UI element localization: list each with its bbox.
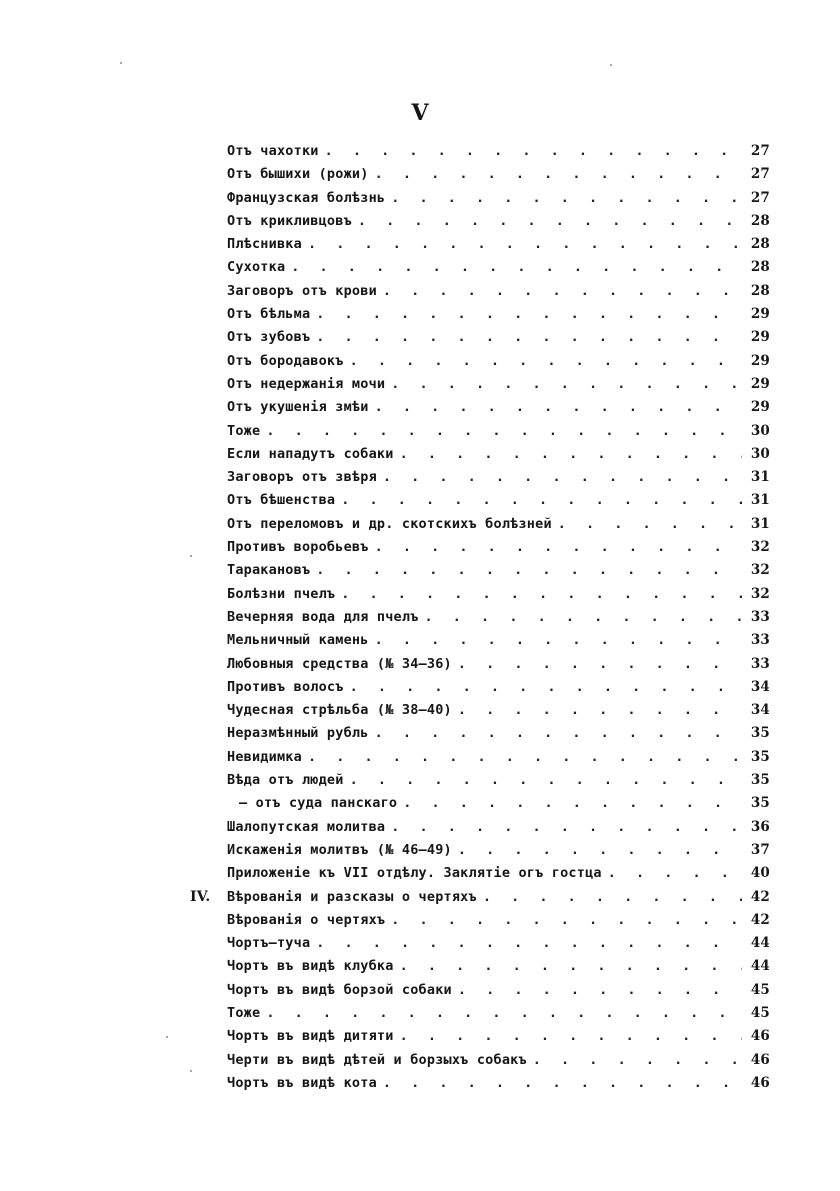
- entry-title: Заговоръ отъ крови: [227, 282, 377, 299]
- toc-entry: [190, 749, 770, 772]
- dot-leader: [383, 1075, 742, 1091]
- entry-title: Сухотка: [227, 259, 286, 276]
- toc-entry: [190, 725, 770, 748]
- entry-title: Мельничный камень: [227, 632, 369, 649]
- dot-leader: [341, 492, 742, 508]
- entry-page: 44: [750, 935, 770, 952]
- toc-entry: [190, 772, 770, 795]
- entry-page: 45: [750, 981, 770, 998]
- toc-entry: [190, 679, 770, 702]
- entry-page: 31: [750, 492, 770, 509]
- toc-entry: [190, 1005, 770, 1028]
- toc-entry: [190, 865, 770, 888]
- table-of-contents: [190, 143, 770, 1098]
- dot-leader: [425, 609, 742, 625]
- toc-entry: [190, 609, 770, 632]
- dot-leader: [375, 399, 742, 415]
- entry-page: 42: [750, 911, 770, 928]
- entry-title: Отъ бѣшенства: [227, 492, 336, 509]
- toc-entry: [190, 586, 770, 609]
- entry-page: 34: [750, 678, 770, 695]
- dot-leader: [308, 749, 742, 765]
- entry-page: 30: [750, 422, 770, 439]
- toc-entry: [190, 842, 770, 865]
- entry-title: Чортъ—туча: [227, 935, 311, 952]
- entry-title: Тоже: [227, 422, 261, 439]
- dot-leader: [383, 469, 742, 485]
- toc-entry: [190, 935, 770, 958]
- entry-page: 29: [750, 306, 770, 323]
- dot-leader: [350, 679, 742, 695]
- dot-leader: [458, 656, 742, 672]
- entry-title: Заговоръ отъ звѣря: [227, 469, 377, 486]
- entry-title: Невидимка: [227, 748, 302, 765]
- dot-leader: [350, 772, 742, 788]
- entry-title: Черти въ видѣ дѣтей и борзыхъ собакъ: [227, 1051, 527, 1068]
- dot-leader: [403, 795, 742, 811]
- dot-leader: [608, 865, 742, 881]
- entry-title: Вѣрованія и разсказы о чертяхъ: [227, 888, 477, 905]
- entry-page: 35: [750, 795, 770, 812]
- entry-title: Противъ волосъ: [227, 678, 344, 695]
- entry-page: 36: [750, 818, 770, 835]
- toc-entry: [190, 1052, 770, 1075]
- dot-leader: [458, 982, 742, 998]
- dot-leader: [266, 423, 742, 439]
- entry-page: 31: [750, 515, 770, 532]
- toc-entry: [190, 306, 770, 329]
- entry-title: Приложеніе къ VII отдѣлу. Заклятіе огъ гостца: [227, 865, 602, 882]
- toc-entry: [190, 656, 770, 679]
- entry-title: Отъ зубовъ: [227, 329, 311, 346]
- toc-entry: [190, 562, 770, 585]
- entry-page: 28: [750, 212, 770, 229]
- entry-title: Отъ укушенія змѣи: [227, 399, 369, 416]
- entry-title: — отъ суда панскаго: [239, 795, 398, 812]
- toc-entry: [190, 399, 770, 422]
- entry-page: 42: [750, 888, 770, 905]
- toc-entry: [190, 702, 770, 725]
- entry-title: Плѣснивка: [227, 236, 302, 253]
- dot-leader: [375, 725, 742, 741]
- dot-leader: [308, 236, 742, 252]
- toc-entry: [190, 259, 770, 282]
- entry-title: Чортъ въ видѣ клубка: [227, 958, 394, 975]
- entry-page: 33: [750, 608, 770, 625]
- entry-page: 44: [750, 958, 770, 975]
- toc-entry: [190, 819, 770, 842]
- dot-leader: [458, 702, 742, 718]
- entry-title: Чортъ въ видѣ борзой собаки: [227, 981, 452, 998]
- entry-title: Тоже: [227, 1004, 261, 1021]
- entry-title: Противъ воробьевъ: [227, 539, 369, 556]
- entry-page: 32: [750, 585, 770, 602]
- entry-page: 32: [750, 562, 770, 579]
- dot-leader: [458, 842, 742, 858]
- entry-page: 30: [750, 445, 770, 462]
- entry-page: 33: [750, 632, 770, 649]
- entry-title: Чортъ въ видѣ кота: [227, 1074, 377, 1091]
- entry-page: 46: [750, 1074, 770, 1091]
- dot-leader: [316, 935, 742, 951]
- entry-page: 46: [750, 1051, 770, 1068]
- page-number: V: [411, 100, 429, 126]
- toc-entry: [190, 889, 770, 912]
- entry-title: Вѣда отъ людей: [227, 772, 344, 789]
- toc-entry: [190, 143, 770, 166]
- entry-title: Чудесная стрѣльба (№ 38—40): [227, 702, 452, 719]
- dot-leader: [341, 586, 742, 602]
- entry-page: 29: [750, 352, 770, 369]
- entry-title: Отъ бородавокъ: [227, 352, 344, 369]
- entry-page: 29: [750, 399, 770, 416]
- section-number: IV.: [190, 888, 211, 905]
- toc-entry: [190, 982, 770, 1005]
- entry-title: Отъ бѣльма: [227, 306, 311, 323]
- dot-leader: [558, 516, 742, 532]
- dot-leader: [391, 819, 742, 835]
- entry-title: Шалопутская молитва: [227, 818, 386, 835]
- toc-entry: [190, 376, 770, 399]
- dot-leader: [316, 329, 742, 345]
- toc-entry: [190, 539, 770, 562]
- entry-page: 28: [750, 259, 770, 276]
- toc-entry: [190, 166, 770, 189]
- dot-leader: [358, 213, 742, 229]
- entry-page: 28: [750, 236, 770, 253]
- entry-page: 45: [750, 1004, 770, 1021]
- entry-title: Чортъ въ видѣ дитяти: [227, 1028, 394, 1045]
- toc-entry: [190, 329, 770, 352]
- dot-leader: [400, 1028, 742, 1044]
- entry-title: Если нападутъ собаки: [227, 445, 394, 462]
- entry-page: 27: [750, 189, 770, 206]
- dot-leader: [325, 143, 742, 159]
- entry-page: 33: [750, 655, 770, 672]
- toc-entry: [190, 236, 770, 259]
- toc-entry: [190, 283, 770, 306]
- entry-title: Неразмѣнный рубль: [227, 725, 369, 742]
- entry-title: Французская болѣзнь: [227, 189, 386, 206]
- toc-entry: [190, 213, 770, 236]
- entry-page: 27: [750, 166, 770, 183]
- entry-page: 27: [750, 143, 770, 159]
- dot-leader: [400, 958, 742, 974]
- entry-page: 40: [750, 865, 770, 882]
- entry-page: 31: [750, 469, 770, 486]
- toc-entry: [190, 190, 770, 213]
- entry-page: 37: [750, 841, 770, 858]
- dot-leader: [375, 166, 742, 182]
- entry-title: Отъ переломовъ и др. скотскихъ болѣзней: [227, 515, 552, 532]
- entry-page: 29: [750, 375, 770, 392]
- toc-entry: [190, 795, 770, 818]
- toc-entry: [190, 353, 770, 376]
- entry-title: Вечерняя вода для пчелъ: [227, 608, 419, 625]
- entry-title: Отъ крикливцовъ: [227, 212, 352, 229]
- entry-title: Отъ недержанія мочи: [227, 375, 386, 392]
- toc-entry: [190, 1075, 770, 1098]
- entry-page: 28: [750, 282, 770, 299]
- toc-entry: [190, 912, 770, 935]
- entry-page: 29: [750, 329, 770, 346]
- dot-leader: [316, 306, 742, 322]
- dot-leader: [483, 889, 742, 905]
- entry-page: 35: [750, 725, 770, 742]
- entry-title: Любовныя средства (№ 34—36): [227, 655, 452, 672]
- dot-leader: [391, 190, 742, 206]
- entry-page: 34: [750, 702, 770, 719]
- dot-leader: [350, 353, 742, 369]
- entry-title: Таракановъ: [227, 562, 311, 579]
- toc-entry: [190, 469, 770, 492]
- dot-leader: [266, 1005, 742, 1021]
- toc-entry: [190, 492, 770, 515]
- toc-entry: [190, 1028, 770, 1051]
- dot-leader: [391, 376, 742, 392]
- toc-entry: [190, 958, 770, 981]
- entry-title: Болѣзни пчелъ: [227, 585, 336, 602]
- entry-page: 35: [750, 748, 770, 765]
- toc-entry: [190, 446, 770, 469]
- entry-page: 32: [750, 539, 770, 556]
- dot-leader: [400, 446, 742, 462]
- entry-title: Искаженія молитвъ (№ 46—49): [227, 841, 452, 858]
- entry-page: 46: [750, 1028, 770, 1045]
- dot-leader: [316, 562, 742, 578]
- entry-page: 35: [750, 772, 770, 789]
- dot-leader: [391, 912, 742, 928]
- entry-title: Отъ бышихи (рожи): [227, 166, 369, 183]
- dot-leader: [291, 259, 742, 275]
- toc-entry: [190, 423, 770, 446]
- toc-entry: [190, 632, 770, 655]
- toc-entry: [190, 516, 770, 539]
- dot-leader: [383, 283, 742, 299]
- dot-leader: [375, 539, 742, 555]
- dot-leader: [375, 632, 742, 648]
- entry-title: Вѣрованія о чертяхъ: [227, 911, 386, 928]
- entry-title: Отъ чахотки: [227, 143, 319, 159]
- dot-leader: [533, 1052, 742, 1068]
